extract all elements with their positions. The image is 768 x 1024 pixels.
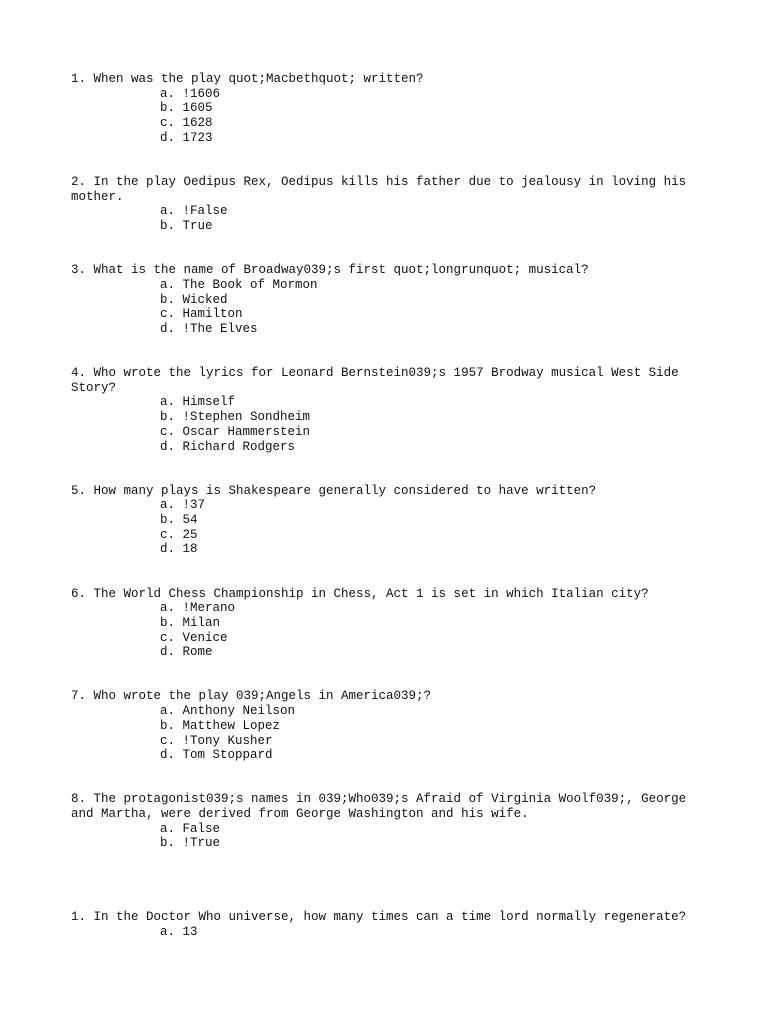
question-block (71, 587, 701, 661)
answer-option: a. Anthony Neilson (160, 704, 296, 719)
answer-option: b. Wicked (160, 292, 228, 307)
question-text: 8. The protagonist039;s names in 039;Who039;s Afraid of Virginia Woolf039;, George and Martha, were derived from George Washington and his wife. (71, 792, 694, 822)
spacer (71, 234, 701, 263)
answer-option: d. 1723 (160, 130, 213, 145)
question-block (71, 910, 701, 939)
answer-option: c. !Tony Kusher (160, 733, 273, 748)
answer-option: d. !The Elves (160, 321, 258, 336)
answer-option: a. !1606 (160, 86, 221, 101)
answer-options (71, 601, 701, 660)
answer-options (71, 925, 701, 940)
question-text: 1. When was the play quot;Macbethquot; written? (71, 72, 424, 86)
spacer (71, 337, 701, 366)
question-block (71, 72, 701, 146)
answer-option: d. Tom Stoppard (160, 748, 273, 763)
question-block (71, 484, 701, 558)
answer-option: c. Venice (160, 630, 228, 645)
answer-option: b. Milan (160, 615, 221, 630)
question-text: 6. The World Chess Championship in Chess, Act 1 is set in which Italian city? (71, 586, 649, 601)
spacer (71, 763, 701, 792)
answer-options (71, 395, 701, 454)
question-text: 2. In the play Oedipus Rex, Oedipus kills his father due to jealousy in loving his mother. (71, 174, 694, 204)
answer-option: c. Hamilton (160, 307, 243, 322)
answer-option: c. 1628 (160, 116, 213, 131)
answer-option: c. 25 (160, 527, 198, 542)
spacer (71, 660, 701, 689)
answer-option: a. !False (160, 204, 228, 219)
answer-option: d. Richard Rodgers (160, 439, 296, 454)
answer-option: a. The Book of Mormon (160, 277, 318, 292)
question-text: 3. What is the name of Broadway039;s first quot;longrunquot; musical? (71, 263, 589, 278)
answer-options (71, 498, 701, 557)
answer-options (71, 822, 701, 851)
answer-option: b. 54 (160, 513, 198, 528)
answer-options (71, 278, 701, 337)
answer-option: a. False (160, 821, 221, 836)
question-block (71, 263, 701, 337)
question-text: 5. How many plays is Shakespeare generally considered to have written? (71, 483, 597, 498)
question-block (71, 366, 701, 454)
answer-option: a. Himself (160, 395, 236, 410)
answer-option: d. Rome (160, 645, 213, 660)
question-text: 4. Who wrote the lyrics for Leonard Bernstein039;s 1957 Brodway musical West Side Story? (71, 366, 687, 395)
answer-option: b. !Stephen Sondheim (160, 410, 311, 425)
answer-options (71, 87, 701, 146)
answer-option: c. Oscar Hammerstein (160, 424, 311, 439)
answer-option: a. !Merano (160, 601, 236, 616)
answer-option: b. !True (160, 836, 221, 851)
quiz-document (71, 72, 701, 939)
question-block (71, 689, 701, 763)
answer-option: b. 1605 (160, 101, 213, 116)
question-text: 1. In the Doctor Who universe, how many times can a time lord normally regenerate? (71, 909, 687, 924)
answer-option: b. Matthew Lopez (160, 718, 281, 733)
answer-option: a. !37 (160, 498, 206, 513)
spacer (71, 557, 701, 586)
question-block (71, 175, 701, 234)
spacer (71, 146, 701, 175)
answer-option: d. 18 (160, 542, 198, 557)
spacer (71, 851, 701, 910)
answer-options (71, 704, 701, 763)
answer-option: a. 13 (160, 924, 198, 939)
answer-options (71, 204, 701, 233)
answer-option: b. True (160, 219, 213, 234)
spacer (71, 454, 701, 483)
question-block (71, 792, 701, 851)
question-text: 7. Who wrote the play 039;Angels in America039;? (71, 689, 432, 704)
